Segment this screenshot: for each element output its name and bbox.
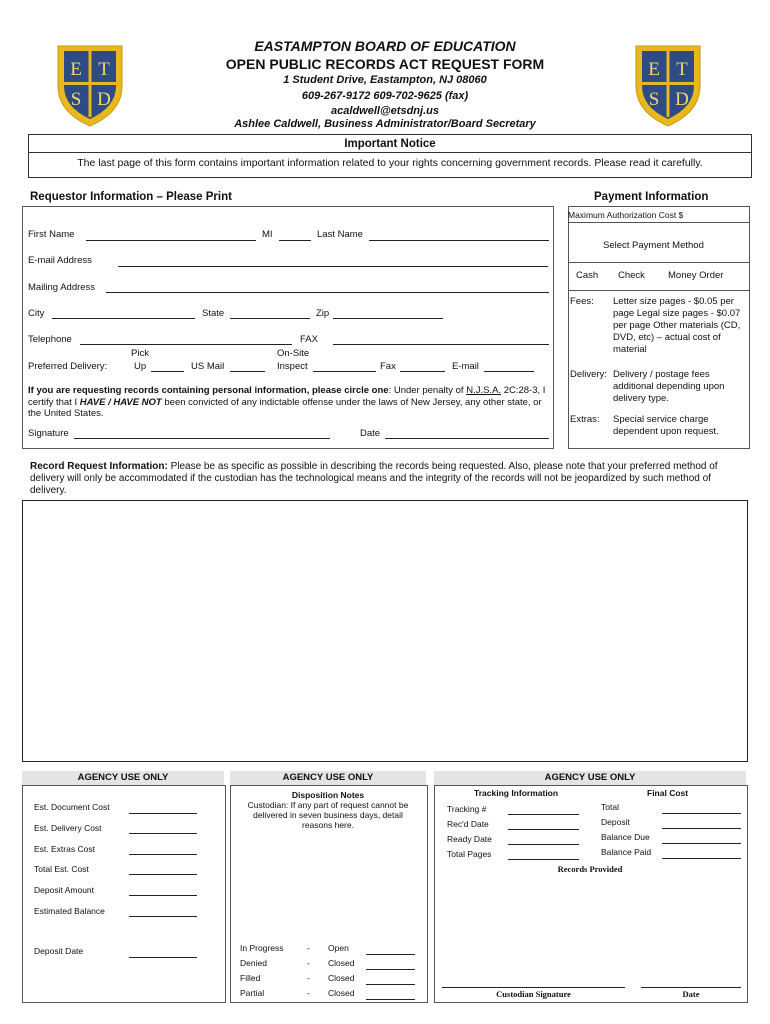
ready-date-field[interactable]	[508, 844, 579, 845]
date-field[interactable]	[385, 438, 549, 439]
divider	[568, 222, 750, 223]
total-est-cost: Total Est. Cost	[34, 864, 89, 874]
date-label: Date	[360, 428, 381, 439]
status-dash: -	[307, 973, 310, 983]
tracking-number: Tracking #	[447, 804, 487, 814]
recd-date: Rec'd Date	[447, 819, 489, 829]
contact-person: Ashlee Caldwell, Business Administrator/Board Secretary	[234, 118, 536, 130]
records-provided-label: Records Provided	[557, 864, 623, 874]
record-request-textarea[interactable]	[22, 500, 748, 762]
delivery-text: Delivery / postage fees additional depending upon delivery type.	[613, 369, 725, 404]
state-field[interactable]	[230, 318, 310, 319]
total-est-cost-field[interactable]	[129, 874, 197, 875]
pickup-label: Up	[134, 361, 147, 372]
pickup-label-top: Pick	[131, 348, 149, 359]
status-in-progress: In Progress	[240, 943, 284, 953]
email-label: E-mail Address	[28, 255, 92, 266]
check-option[interactable]: Check	[618, 270, 645, 281]
contact-email: acaldwell@etsdnj.us	[331, 105, 439, 117]
form-title: OPEN PUBLIC RECORDS ACT REQUEST FORM	[225, 56, 545, 72]
logo-letter-t: T	[98, 59, 110, 80]
deposit-date-field[interactable]	[129, 957, 197, 958]
record-request-instructions	[30, 461, 742, 497]
status-dash: -	[307, 988, 310, 998]
address: 1 Student Drive, Eastampton, NJ 08060	[283, 74, 487, 86]
final-deposit: Deposit	[601, 817, 630, 827]
est-extras-cost: Est. Extras Cost	[34, 844, 95, 854]
balance-paid: Balance Paid	[601, 847, 652, 857]
deposit-amount: Deposit Amount	[34, 885, 95, 895]
email-delivery-option[interactable]	[484, 371, 534, 372]
onsite-label-top: On-Site	[277, 348, 310, 359]
telephone-field[interactable]	[80, 344, 292, 345]
phone-numbers: 609-267-9172 609-702-9625 (fax)	[301, 90, 469, 102]
status-denied-field[interactable]	[366, 969, 415, 970]
est-document-cost-field[interactable]	[129, 813, 197, 814]
status-dash: -	[307, 943, 310, 953]
agency-box-3	[434, 785, 748, 1003]
cert-part-b: 2C:28-3, I certify that I	[28, 385, 546, 408]
money-order-option[interactable]: Money Order	[668, 270, 724, 281]
max-auth-cost: Maximum Authorization Cost $	[568, 210, 684, 220]
logo-letter-d: D	[675, 89, 689, 110]
onsite-label: Inspect	[277, 361, 308, 372]
mi-field[interactable]	[279, 240, 311, 241]
zip-label: Zip	[316, 308, 330, 319]
extras-text: Special service charge dependent upon request.	[613, 414, 719, 437]
cert-part-a: : Under penalty of	[388, 385, 467, 396]
est-extras-cost-field[interactable]	[129, 854, 197, 855]
status-open: Open	[328, 943, 349, 953]
district-logo-right	[633, 42, 703, 128]
fees-label: Fees:	[570, 296, 594, 307]
total-pages-field[interactable]	[508, 859, 579, 860]
have-have-not[interactable]: HAVE / HAVE NOT	[79, 396, 162, 408]
first-name-field[interactable]	[86, 240, 256, 241]
pickup-option[interactable]	[151, 371, 184, 372]
city-label: City	[28, 308, 45, 319]
disposition-notes-text: Custodian: If any part of request cannot be delivered in seven business days, detail reasons here.	[247, 800, 409, 830]
estimated-balance-field[interactable]	[129, 916, 197, 917]
email-field[interactable]	[118, 266, 548, 267]
cert-part-c: been convicted of any indictable offense under the laws of New Jersey, any other state, or the United States.	[28, 396, 542, 419]
cash-option[interactable]: Cash	[576, 270, 599, 281]
telephone-label: Telephone	[28, 334, 72, 345]
logo-letter-s: S	[648, 89, 660, 110]
status-denied: Denied	[240, 958, 267, 968]
status-closed: Closed	[328, 973, 355, 983]
logo-letter-e: E	[70, 59, 82, 80]
notice-title: Important Notice	[344, 138, 436, 150]
ready-date: Ready Date	[447, 834, 492, 844]
mi-label: MI	[262, 229, 273, 240]
balance-paid-field[interactable]	[662, 858, 741, 859]
divider	[28, 152, 752, 153]
fax-label: FAX	[300, 334, 318, 345]
status-dash: -	[307, 958, 310, 968]
mailing-label: Mailing Address	[28, 282, 96, 293]
first-name-label: First Name	[28, 229, 75, 240]
est-document-cost: Est. Document Cost	[34, 802, 110, 812]
tracking-info-title: Tracking Information	[474, 788, 559, 798]
status-filled-field[interactable]	[366, 984, 415, 985]
recd-date-field[interactable]	[508, 829, 579, 830]
org-name: EASTAMPTON BOARD OF EDUCATION	[254, 38, 516, 54]
divider	[568, 262, 750, 263]
balance-due-field[interactable]	[662, 843, 741, 844]
balance-due: Balance Due	[601, 832, 650, 842]
fees-text: Letter size pages - $0.05 per page Legal size pages - $0.07 per page Other materials (CD, DVD, etc) – actual cost of material	[613, 296, 741, 355]
agency-heading-2: AGENCY USE ONLY	[282, 772, 374, 783]
last-name-field[interactable]	[369, 240, 549, 241]
certification-text	[28, 385, 546, 420]
divider	[568, 290, 750, 291]
custodian-signature-label: Custodian Signature	[496, 989, 571, 999]
delivery-label: Delivery:	[570, 369, 607, 380]
tracking-number-field[interactable]	[508, 814, 579, 815]
logo-letter-s: S	[70, 89, 82, 110]
status-partial-field[interactable]	[366, 999, 415, 1000]
njsa-link: N.J.S.A.	[466, 385, 502, 396]
zip-field[interactable]	[333, 318, 443, 319]
record-request-label: Record Request Information:	[30, 461, 168, 472]
email-delivery-label: E-mail	[452, 361, 479, 372]
cert-bold: If you are requesting records containing personal information, please circle one	[28, 385, 389, 396]
estimated-balance: Estimated Balance	[34, 906, 105, 916]
est-delivery-cost: Est. Delivery Cost	[34, 823, 102, 833]
us-mail-option[interactable]	[230, 371, 265, 372]
custodian-date-field[interactable]	[641, 987, 741, 988]
preferred-delivery-label: Preferred Delivery:	[28, 361, 108, 372]
record-request-text: Please be as specific as possible in describing the records being requested. Also, please note that your preferred method of delivery will only be accommodated if the custodian has the technological means and the integrity of the records will not be jeopardized by such method of delivery.	[30, 461, 718, 496]
custodian-signature-field[interactable]	[442, 987, 625, 988]
total-pages: Total Pages	[447, 849, 492, 859]
city-field[interactable]	[52, 318, 195, 319]
logo-letter-t: T	[676, 59, 688, 80]
fax-delivery-label: Fax	[380, 361, 396, 372]
est-delivery-cost-field[interactable]	[129, 833, 197, 834]
mailing-field[interactable]	[106, 292, 549, 293]
disposition-notes-title: Disposition Notes	[291, 790, 365, 800]
payment-heading: Payment Information	[594, 191, 709, 203]
us-mail-label: US Mail	[191, 361, 225, 372]
final-cost-title: Final Cost	[647, 788, 689, 798]
status-closed: Closed	[328, 958, 355, 968]
signature-field[interactable]	[74, 438, 330, 439]
agency-heading-1: AGENCY USE ONLY	[77, 772, 169, 783]
notice-text: The last page of this form contains important information related to your rights concerning government records. Please read it carefully.	[77, 157, 703, 169]
requestor-heading: Requestor Information – Please Print	[30, 191, 232, 203]
status-in-progress-field[interactable]	[366, 954, 415, 955]
logo-letter-e: E	[648, 59, 660, 80]
state-label: State	[202, 308, 225, 319]
final-total-field[interactable]	[662, 813, 741, 814]
custodian-date-label: Date	[682, 989, 700, 999]
last-name-label: Last Name	[317, 229, 363, 240]
status-closed: Closed	[328, 988, 355, 998]
fax-field[interactable]	[333, 344, 549, 345]
final-deposit-field[interactable]	[662, 828, 741, 829]
fax-delivery-option[interactable]	[400, 371, 445, 372]
onsite-option[interactable]	[313, 371, 376, 372]
final-total: Total	[601, 802, 619, 812]
agency-heading-3: AGENCY USE ONLY	[544, 772, 636, 783]
status-filled: Filled	[240, 973, 261, 983]
deposit-date: Deposit Date	[34, 946, 84, 956]
signature-label: Signature	[28, 428, 69, 439]
logo-letter-d: D	[97, 89, 111, 110]
status-partial: Partial	[240, 988, 265, 998]
select-payment-label: Select Payment Method	[603, 240, 704, 251]
deposit-amount-field[interactable]	[129, 895, 197, 896]
extras-label: Extras:	[570, 414, 600, 425]
district-logo-left	[55, 42, 125, 128]
